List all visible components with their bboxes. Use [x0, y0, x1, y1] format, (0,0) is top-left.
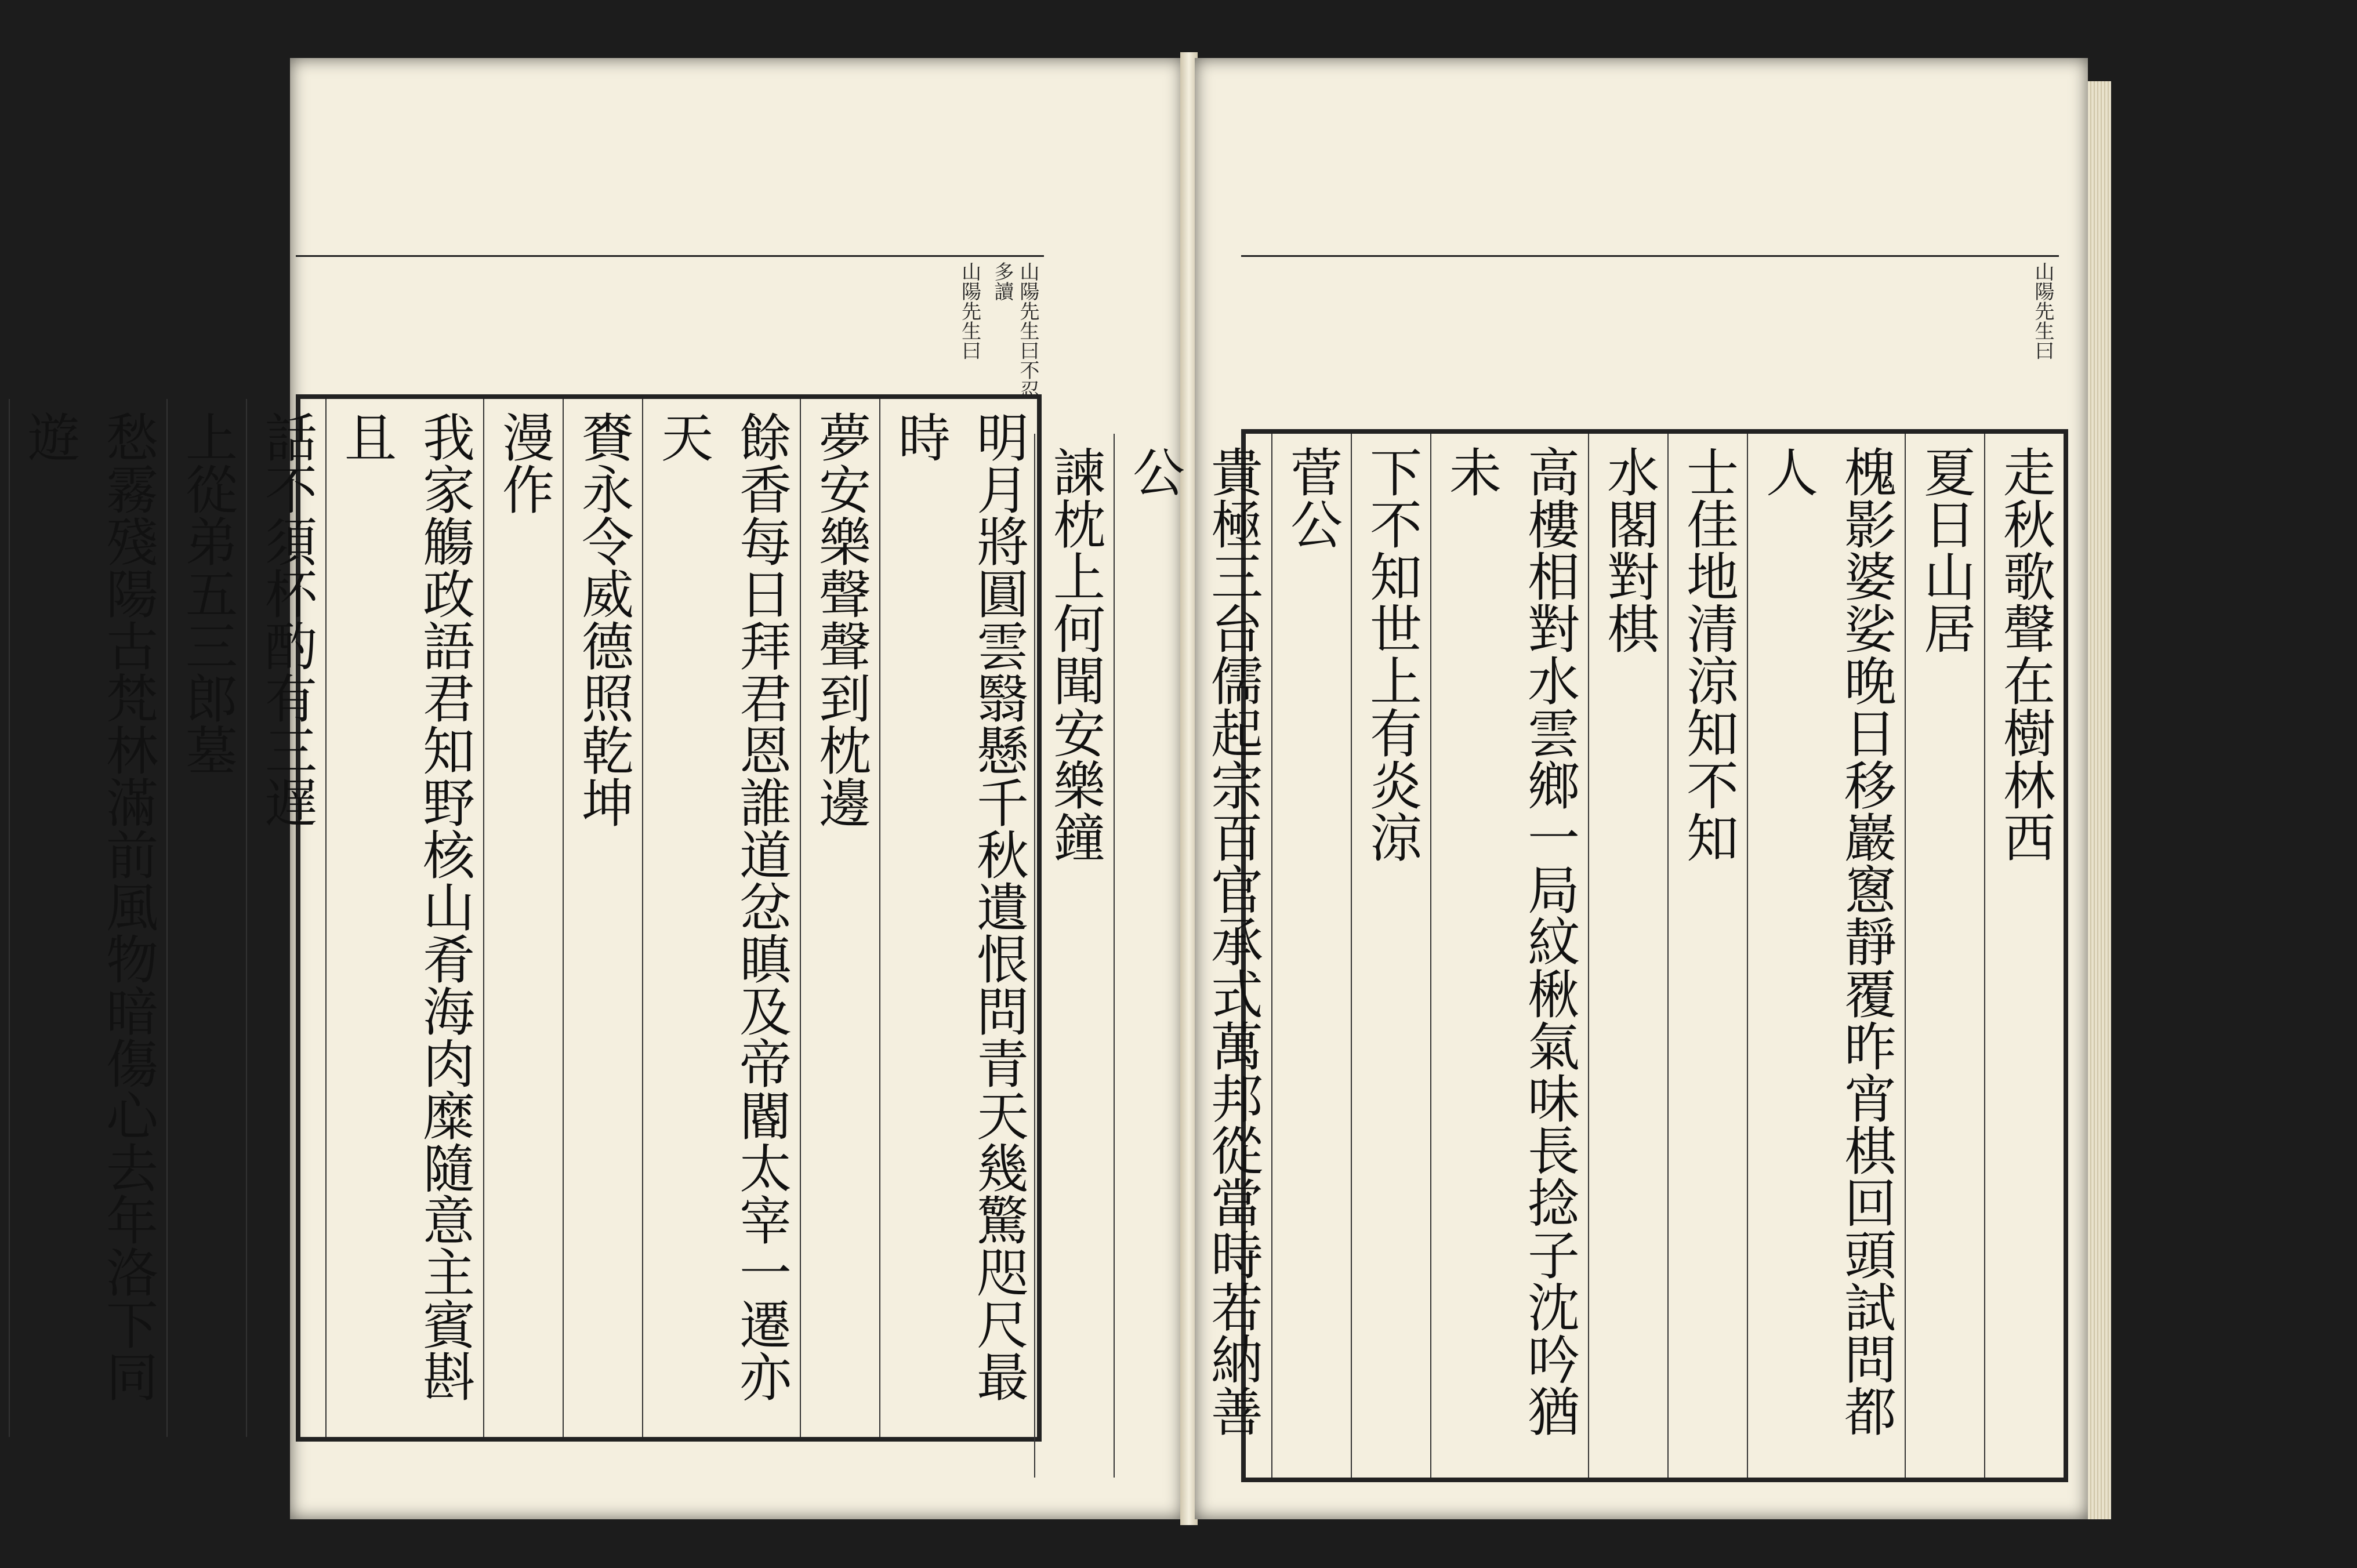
- text-column: 夢安樂聲聲到枕邊: [800, 399, 879, 1437]
- text-column: 菅公: [1271, 434, 1351, 1478]
- headnote: 山陽先生曰不忍多讀: [990, 262, 1039, 400]
- left-text-frame: [19, 394, 1042, 1442]
- text-column: 諫枕上何聞安樂鐘: [1034, 434, 1114, 1478]
- headnote: 山陽先生曰: [958, 262, 981, 360]
- text-column: 夏日山居: [1905, 434, 1984, 1478]
- text-column: 上從弟五三郎墓: [166, 399, 246, 1437]
- text-column: 槐影婆娑晚日移巖窻靜覆昨宵棋回頭試問都人: [1747, 434, 1905, 1478]
- text-column: 高樓相對水雲鄉一局紋楸氣味長捻子沈吟猶未: [1430, 434, 1588, 1478]
- text-column: 走秋歌聲在樹林西: [1984, 434, 2064, 1478]
- text-column: 下不知世上有炎涼: [1351, 434, 1430, 1478]
- text-column: 明月將圓雲翳懸千秋遺恨問青天幾驚咫尺最時: [879, 399, 1037, 1437]
- text-column: 貴極三台儒起宗百官承式萬邦從當時若納善公: [1114, 434, 1271, 1478]
- left-headnotes: [296, 255, 1044, 408]
- text-column: 我家觴政語君知野核山肴海肉糜隨意主賓斟且: [325, 399, 483, 1437]
- right-page: [1044, 58, 2088, 1519]
- text-column: 漫作: [483, 399, 563, 1437]
- page-edge-stack: [2088, 81, 2111, 1519]
- right-text-frame: [1044, 429, 2068, 1482]
- open-book: [19, 46, 2099, 1531]
- text-column: 士佳地清涼知不知: [1667, 434, 1747, 1478]
- text-column: 餘香每日拜君恩誰道忿瞋及帝閽太宰一遷亦天: [642, 399, 800, 1437]
- text-column: 愁霧殘陽古梵林滿前風物暗傷心去年洛下同遊: [9, 399, 166, 1437]
- text-column: 話不須杯酌有三遅: [246, 399, 325, 1437]
- text-column: [0, 399, 9, 1437]
- text-column: 賚永令威德照乾坤: [563, 399, 642, 1437]
- right-headnotes: [1241, 255, 2059, 408]
- headnote: 山陽先生曰: [2031, 262, 2054, 360]
- text-column: 水閣對棋: [1588, 434, 1667, 1478]
